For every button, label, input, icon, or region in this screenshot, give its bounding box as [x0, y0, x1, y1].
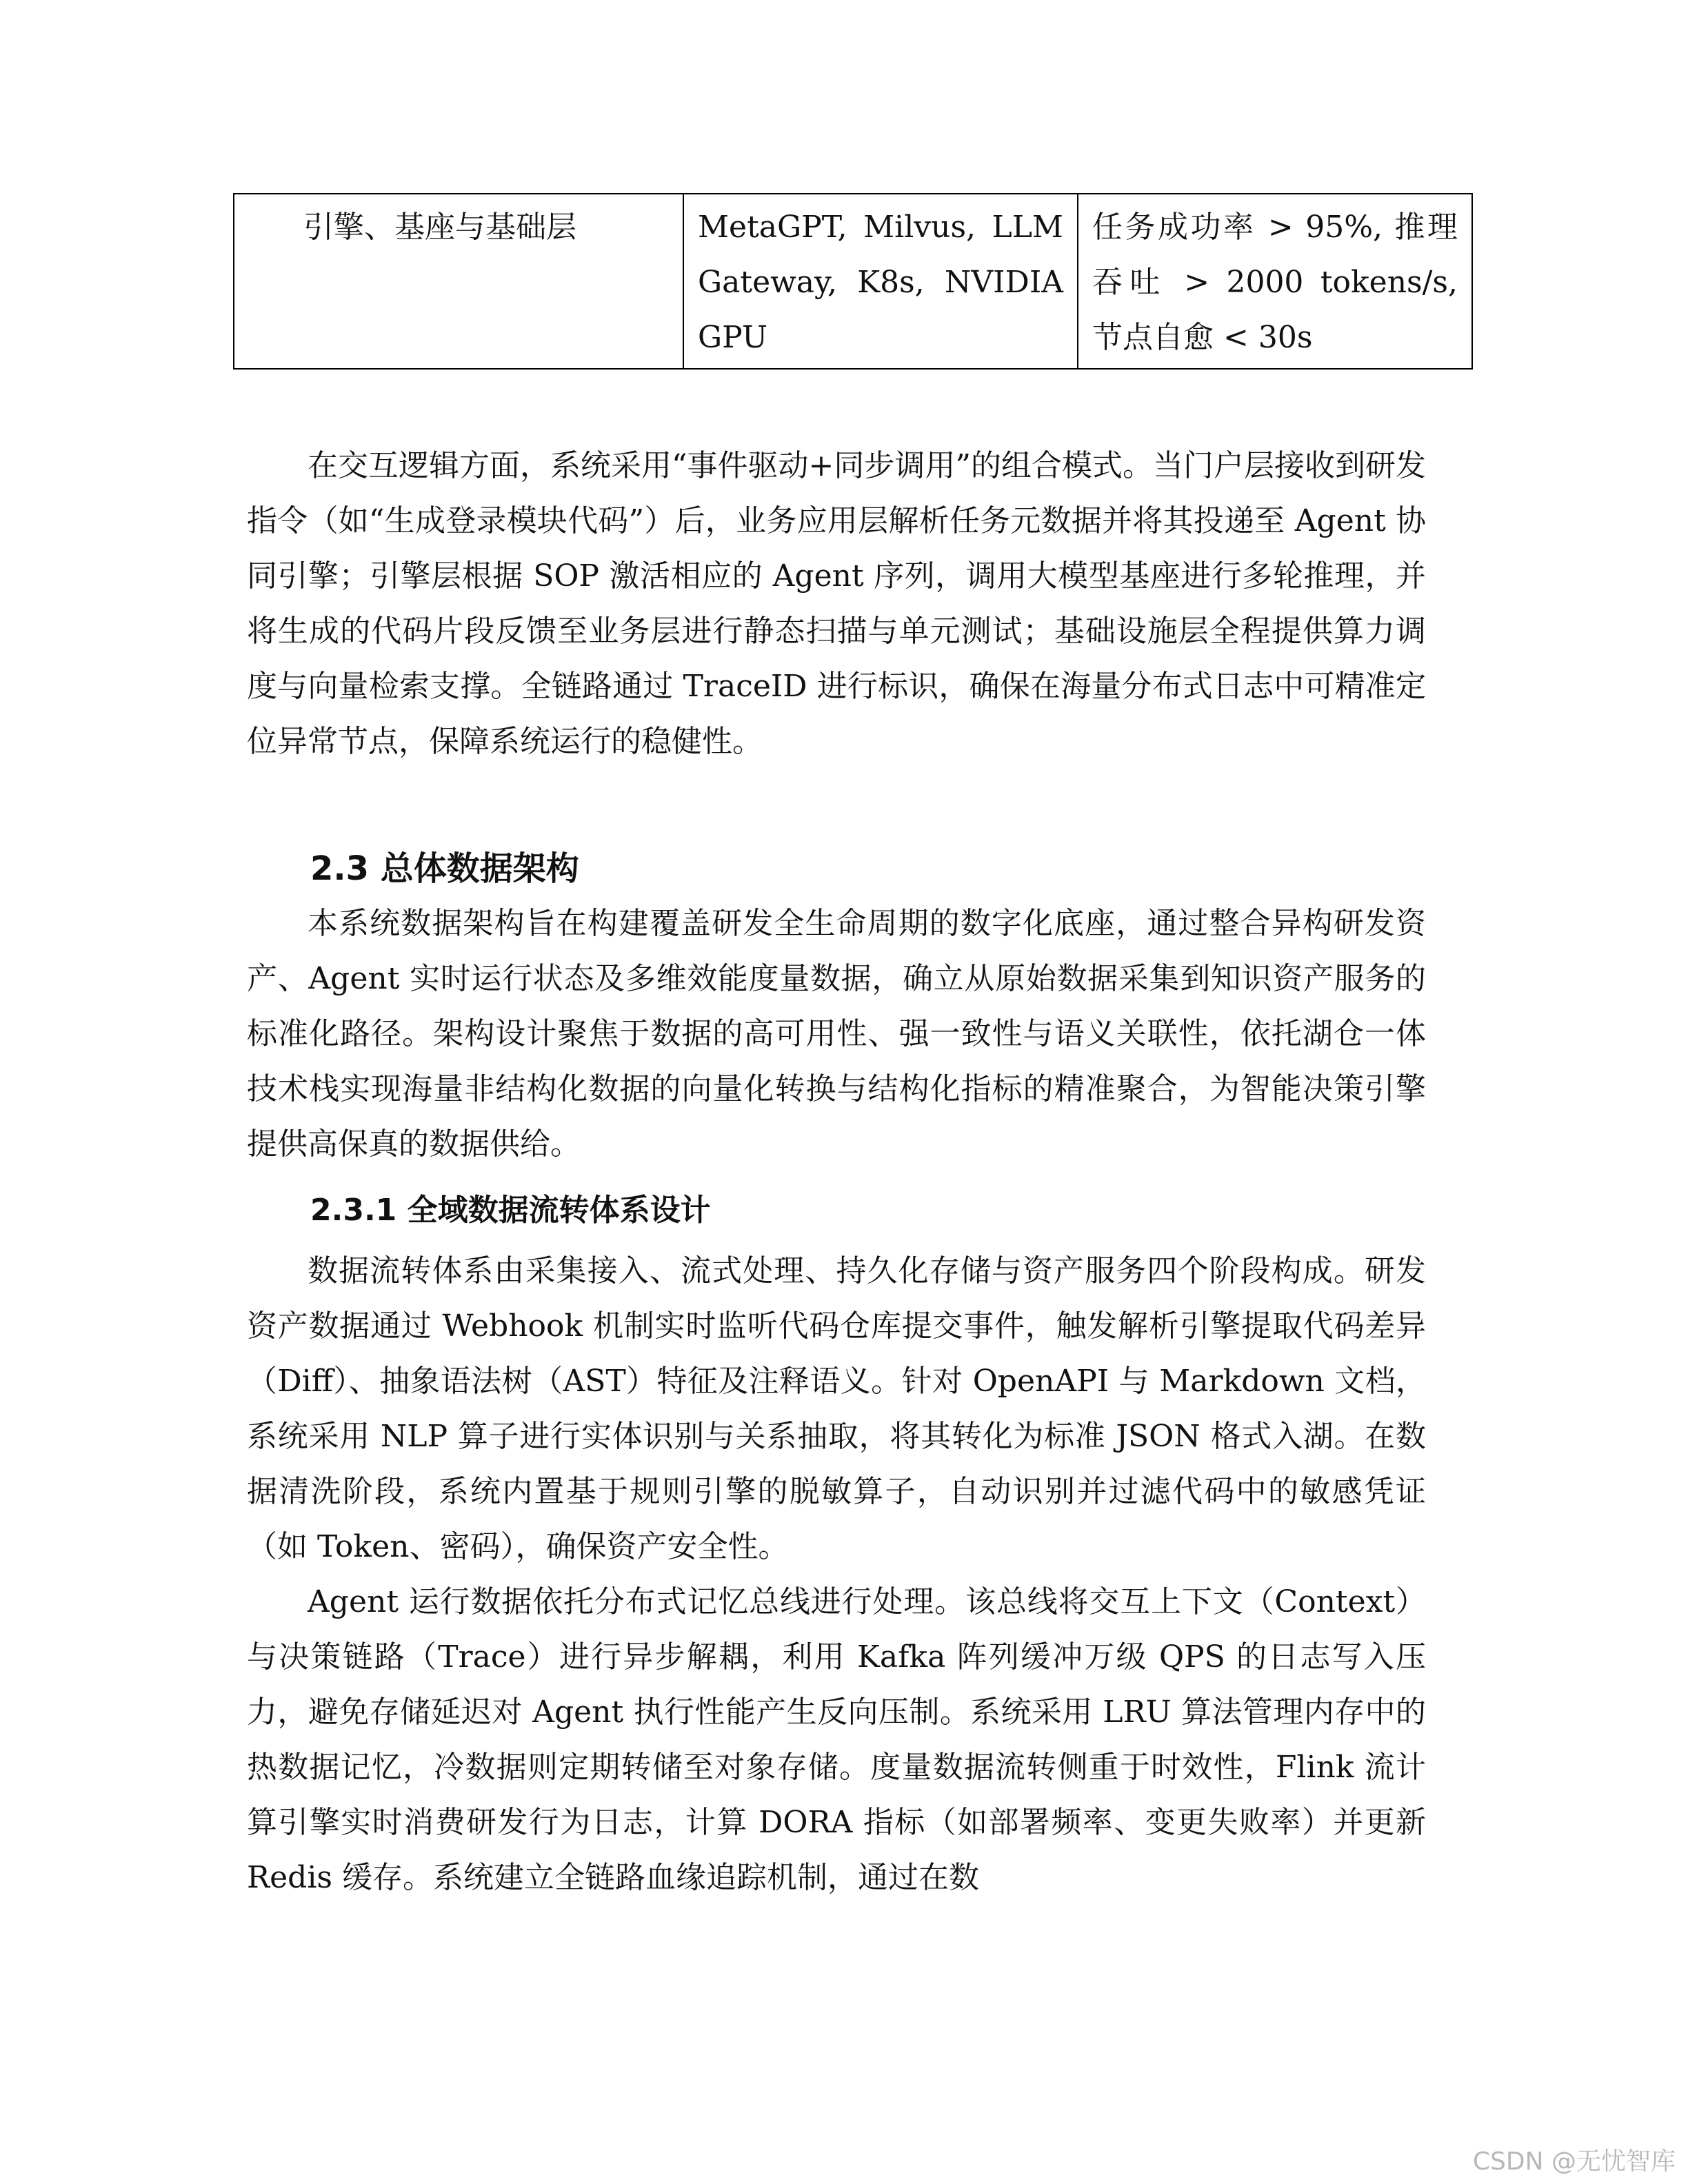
table-cell-tech-stack: MetaGPT, Milvus, LLM Gateway, K8s, NVIDIA GPU — [683, 194, 1078, 369]
table-row — [234, 194, 1472, 369]
table-cell-layer: 引擎、基座与基础层 — [234, 194, 683, 369]
section-heading-2-3: 2.3 总体数据架构 — [310, 849, 579, 888]
table-cell-metrics: 任务成功率 > 95%, 推理吞吐 > 2000 tokens/s, 节点自愈 < 30s — [1078, 194, 1472, 369]
paragraph-data-flow-1: 数据流转体系由采集接入、流式处理、持久化存储与资产服务四个阶段构成。研发资产数据通过 Webhook 机制实时监听代码仓库提交事件，触发解析引擎提取代码差异（Diff）、抽象语法树（AST）特征及注释语义。针对 OpenAPI 与 Markdown 文档，系统采用 NLP 算子进行实体识别与关系抽取，将其转化为标准 JSON 格式入湖。在数据清洗阶段，系统内置基于规则引擎的脱敏算子，自动识别并过滤代码中的敏感凭证（如 Token、密码），确保资产安全性。 — [247, 1253, 1426, 1564]
csdn-watermark: CSDN @无忧智库 — [1472, 2147, 1676, 2176]
paragraph-data-architecture: 本系统数据架构旨在构建覆盖研发全生命周期的数字化底座，通过整合异构研发资产、Agent 实时运行状态及多维效能度量数据，确立从原始数据采集到知识资产服务的标准化路径。架构设计聚焦于数据的高可用性、强一致性与语义关联性，依托湖仓一体技术栈实现海量非结构化数据的向量化转换与结构化指标的精准聚合，为智能决策引擎提供高保真的数据供给。 — [247, 906, 1426, 1162]
section-heading-2-3-1: 2.3.1 全域数据流转体系设计 — [310, 1193, 711, 1228]
paragraph-interaction-logic: 在交互逻辑方面，系统采用“事件驱动+同步调用”的组合模式。当门户层接收到研发指令（如“生成登录模块代码”）后，业务应用层解析任务元数据并将其投递至 Agent 协同引擎；引擎层根据 SOP 激活相应的 Agent 序列，调用大模型基座进行多轮推理，并将生成的代码片段反馈至业务层进行静态扫描与单元测试；基础设施层全程提供算力调度与向量检索支撑。全链路通过 TraceID 进行标识，确保在海量分布式日志中可精准定位异常节点，保障系统运行的稳健性。 — [247, 448, 1426, 759]
document-page — [247, 193, 1458, 1905]
spec-table — [233, 193, 1473, 370]
paragraph-data-flow-2: Agent 运行数据依托分布式记忆总线进行处理。该总线将交互上下文（Context）与决策链路（Trace）进行异步解耦，利用 Kafka 阵列缓冲万级 QPS 的日志写入压力，避免存储延迟对 Agent 执行性能产生反向压制。系统采用 LRU 算法管理内存中的热数据记忆，冷数据则定期转储至对象存储。度量数据流转侧重于时效性，Flink 流计算引擎实时消费研发行为日志，计算 DORA 指标（如部署频率、变更失败率）并更新 Redis 缓存。系统建立全链路血缘追踪机制，通过在数 — [247, 1584, 1426, 1895]
